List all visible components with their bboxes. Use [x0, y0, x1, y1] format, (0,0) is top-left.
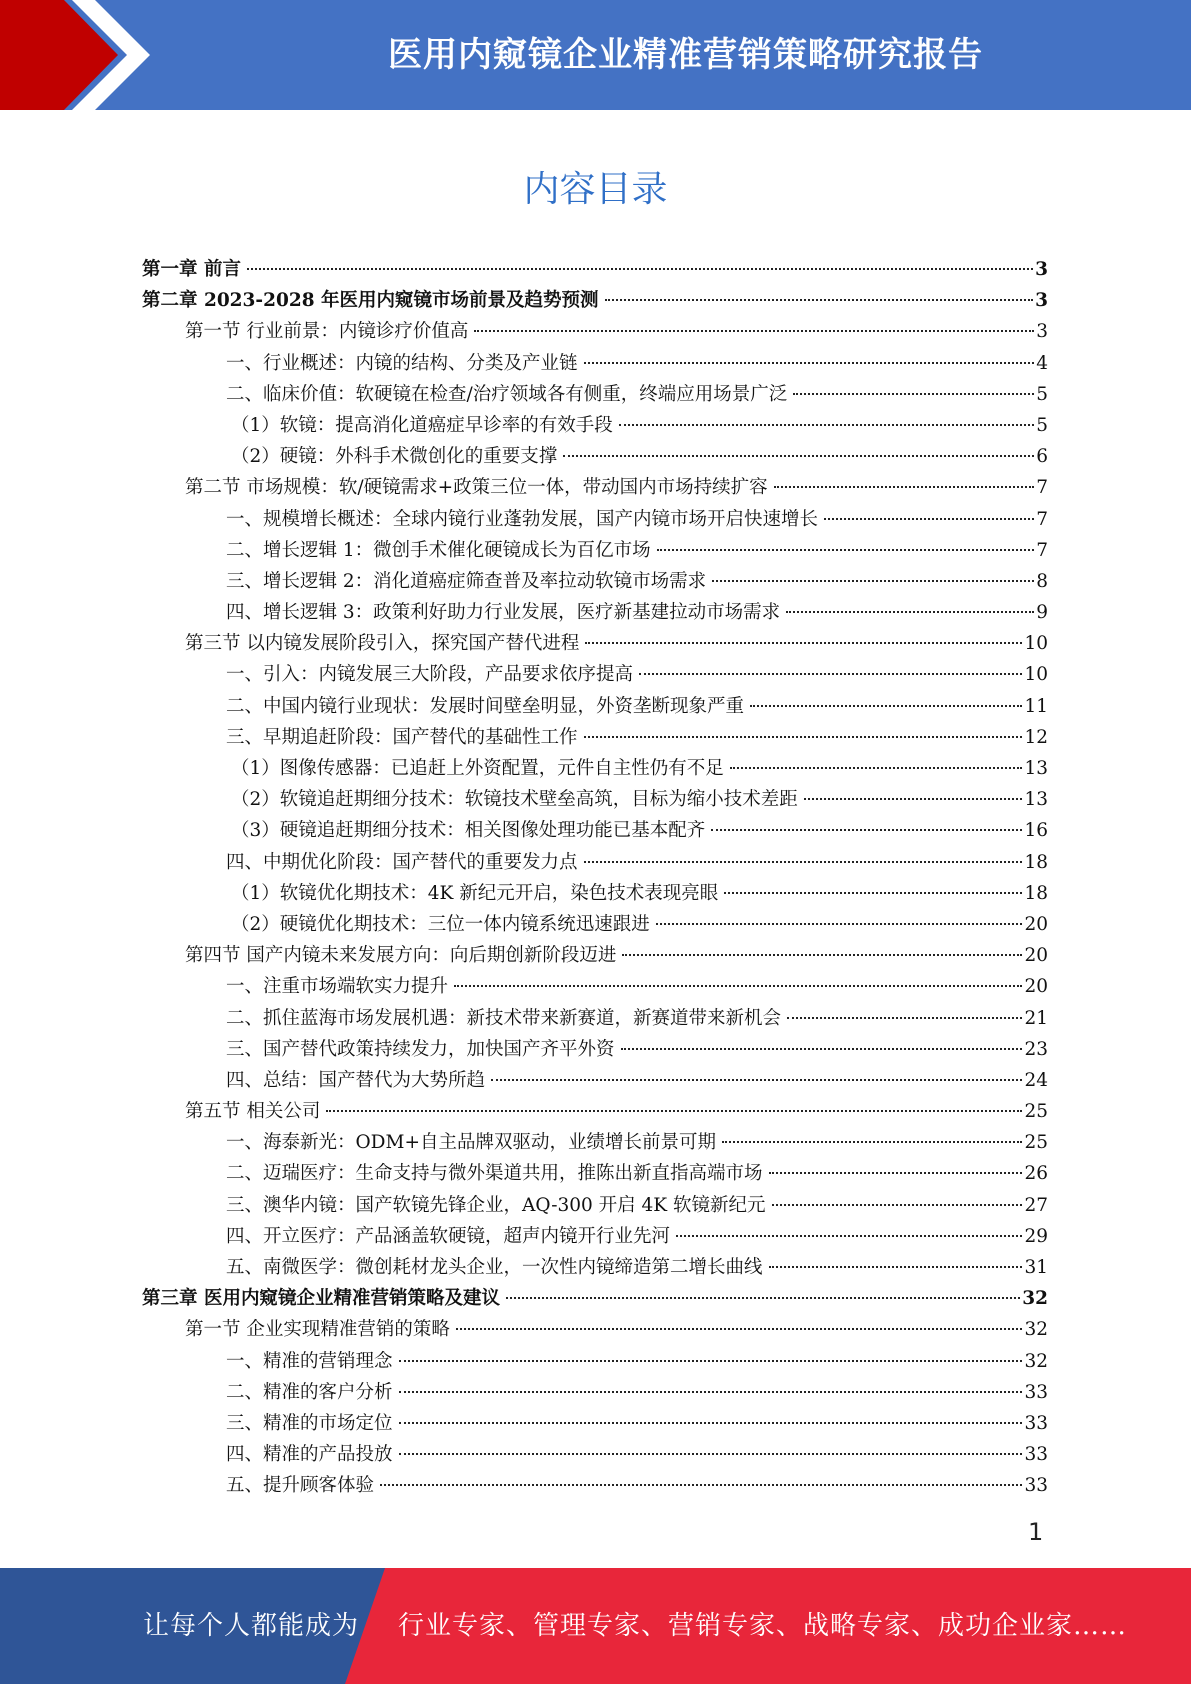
toc-dot-leader [584, 860, 1023, 863]
toc-dot-leader [774, 485, 1035, 488]
toc-entry-title: 二、精准的客户分析 [226, 1381, 393, 1403]
toc-entry-title: （1）软镜优化期技术：4K 新纪元开启，染色技术表现亮眼 [231, 882, 719, 904]
toc-entry-title: 三、增长逻辑 2：消化道癌症筛查普及率拉动软镜市场需求 [226, 570, 707, 592]
toc-dot-leader [730, 766, 1023, 769]
footer-band [0, 1568, 1191, 1684]
toc-entry-page: 3 [1035, 290, 1048, 312]
toc-entry-page: 20 [1024, 945, 1048, 967]
toc-dot-leader [769, 1265, 1023, 1268]
report-title: 医用内窥镜企业精准营销策略研究报告 [388, 35, 983, 75]
toc-entry-title: 第四节 国产内镜未来发展方向：向后期创新阶段迈进 [185, 945, 617, 967]
toc-entry-title: 一、行业概述：内镜的结构、分类及产业链 [226, 352, 578, 374]
toc-section-entry[interactable] [142, 1096, 1048, 1127]
toc-dot-leader [772, 1203, 1023, 1206]
toc-subsection-entry[interactable] [142, 1158, 1048, 1189]
toc-subsection-entry[interactable] [142, 815, 1048, 846]
toc-entry-page: 4 [1036, 352, 1048, 374]
toc-entry-page: 7 [1036, 539, 1048, 561]
header-band [0, 0, 1191, 110]
toc-chapter-entry[interactable] [142, 285, 1048, 316]
toc-dot-leader [722, 1140, 1023, 1143]
toc-dot-leader [724, 891, 1022, 894]
toc-dot-leader [474, 329, 1034, 332]
toc-entry-page: 32 [1024, 1350, 1048, 1372]
toc-subsection-entry[interactable] [142, 348, 1048, 379]
toc-dot-leader [711, 828, 1022, 831]
footer-slogan-right: 行业专家、管理专家、营销专家、战略专家、成功企业家…… [398, 1611, 1128, 1641]
toc-dot-leader [793, 392, 1034, 395]
toc-entry-page: 18 [1024, 882, 1048, 904]
toc-entry-title: 二、中国内镜行业现状：发展时间壁垒明显，外资垄断现象严重 [226, 695, 745, 717]
toc-entry-title: 一、海泰新光：ODM+自主品牌双驱动，业绩增长前景可期 [226, 1132, 716, 1154]
toc-entry-title: （2）硬镜优化期技术：三位一体内镜系统迅速跟进 [231, 913, 650, 935]
toc-subsection-entry[interactable] [142, 1003, 1048, 1034]
toc-dot-leader [585, 641, 1022, 644]
toc-section-entry[interactable] [142, 628, 1048, 659]
toc-entry-page: 33 [1024, 1381, 1048, 1403]
toc-entry-page: 3 [1035, 259, 1048, 280]
toc-dot-leader [824, 517, 1034, 520]
toc-subsection-entry[interactable] [142, 535, 1048, 566]
toc-subsection-entry[interactable] [142, 722, 1048, 753]
toc-subsection-entry[interactable] [142, 878, 1048, 909]
toc-entry-page: 13 [1024, 758, 1048, 779]
toc-dot-leader [399, 1452, 1023, 1455]
toc-entry-page: 31 [1024, 1257, 1048, 1278]
toc-subsection-entry[interactable] [142, 597, 1048, 628]
toc-dot-leader [380, 1483, 1022, 1486]
toc-dot-leader [750, 704, 1022, 707]
toc-entry-page: 33 [1024, 1444, 1048, 1466]
toc-dot-leader [712, 579, 1034, 582]
toc-entry-page: 10 [1024, 664, 1048, 686]
toc-subsection-entry[interactable] [142, 1127, 1048, 1158]
toc-entry-page: 27 [1024, 1194, 1048, 1216]
toc-entry-page: 21 [1024, 1007, 1048, 1029]
toc-subsection-entry[interactable] [142, 909, 1048, 940]
toc-entry-title: 二、抓住蓝海市场发展机遇：新技术带来新赛道，新赛道带来新机会 [226, 1007, 782, 1029]
toc-dot-leader [399, 1359, 1023, 1362]
toc-entry-page: 29 [1024, 1225, 1048, 1247]
toc-entry-title: （1）图像传感器：已追赶上外资配置，元件自主性仍有不足 [231, 758, 724, 779]
toc-entry-page: 10 [1024, 633, 1048, 655]
toc-dot-leader [399, 1421, 1023, 1424]
toc-entry-page: 5 [1036, 414, 1048, 436]
toc-dot-leader [605, 298, 1034, 301]
toc-dot-leader [563, 454, 1034, 457]
toc-entry-title: （2）硬镜：外科手术微创化的重要支撑 [231, 446, 558, 468]
toc-entry-page: 5 [1036, 383, 1048, 405]
toc-subsection-entry[interactable] [142, 1065, 1048, 1096]
toc-entry-page: 18 [1024, 851, 1048, 873]
toc-entry-title: 第三节 以内镜发展阶段引入，探究国产替代进程 [185, 633, 580, 655]
toc-entry-page: 33 [1024, 1475, 1048, 1497]
toc-entry-title: 第一节 行业前景：内镜诊疗价值高 [185, 321, 469, 343]
toc-subsection-entry[interactable] [142, 1034, 1048, 1065]
page-number: 1 [1028, 1518, 1044, 1546]
toc-dot-leader [769, 1171, 1023, 1174]
toc-section-entry[interactable] [142, 316, 1048, 347]
toc-entry-page: 8 [1036, 570, 1048, 592]
toc-entry-title: 第二节 市场规模：软/硬镜需求+政策三位一体，带动国内市场持续扩容 [185, 477, 768, 499]
toc-dot-leader [787, 1016, 1022, 1019]
toc-entry-title: 第五节 相关公司 [185, 1101, 321, 1123]
toc-subsection-entry[interactable] [142, 566, 1048, 597]
toc-entry-page: 20 [1024, 913, 1048, 935]
toc-entry-title: 四、总结：国产替代为大势所趋 [226, 1069, 486, 1091]
toc-entry-title: 三、精准的市场定位 [226, 1412, 393, 1434]
toc-entry-page: 3 [1036, 321, 1048, 343]
toc-entry-title: 四、精准的产品投放 [226, 1444, 393, 1466]
toc-entry-title: 五、提升顾客体验 [226, 1475, 375, 1497]
toc-dot-leader [454, 984, 1022, 987]
footer-slogan-left: 让每个人都能成为 [143, 1611, 360, 1641]
toc-entry-page: 9 [1036, 602, 1048, 624]
toc-subsection-entry[interactable] [142, 1252, 1048, 1283]
toc-dot-leader [656, 922, 1023, 925]
toc-dot-leader [399, 1390, 1023, 1393]
toc-entry-page: 32 [1024, 1319, 1048, 1341]
toc-dot-leader [584, 361, 1035, 364]
toc-section-entry[interactable] [142, 940, 1048, 971]
toc-subsection-entry[interactable] [142, 659, 1048, 690]
toc-dot-leader [506, 1296, 1020, 1299]
toc-entry-title: 四、中期优化阶段：国产替代的重要发力点 [226, 851, 578, 873]
toc-entry-page: 13 [1024, 789, 1048, 811]
toc-entry-page: 23 [1024, 1038, 1048, 1060]
toc-subsection-entry[interactable] [142, 1439, 1048, 1470]
toc-entry-title: 四、开立医疗：产品涵盖软硬镜，超声内镜开行业先河 [226, 1225, 671, 1247]
toc-section-entry[interactable] [142, 472, 1048, 503]
toc-entry-title: （1）软镜：提高消化道癌症早诊率的有效手段 [231, 414, 613, 436]
toc-subsection-entry[interactable] [142, 1408, 1048, 1439]
toc-entry-title: 第一节 企业实现精准营销的策略 [185, 1319, 450, 1341]
toc-entry-page: 32 [1022, 1288, 1048, 1310]
toc-entry-title: 三、澳华内镜：国产软镜先锋企业，AQ-300 开启 4K 软镜新纪元 [226, 1194, 766, 1216]
toc-entry-page: 16 [1024, 820, 1048, 842]
toc-subsection-entry[interactable] [142, 441, 1048, 472]
toc-entry-page: 7 [1036, 508, 1048, 530]
toc-subsection-entry[interactable] [142, 410, 1048, 441]
toc-entry-page: 33 [1024, 1412, 1048, 1434]
toc-dot-leader [491, 1078, 1022, 1081]
toc-entry-page: 6 [1036, 446, 1048, 468]
toc-subsection-entry[interactable] [142, 971, 1048, 1002]
table-of-contents [142, 254, 1048, 1502]
toc-entry-page: 11 [1024, 695, 1048, 717]
toc-subsection-entry[interactable] [142, 753, 1048, 784]
toc-entry-title: （2）软镜追赶期细分技术：软镜技术壁垒高筑，目标为缩小技术差距 [231, 789, 798, 811]
toc-entry-title: 一、精准的营销理念 [226, 1350, 393, 1372]
toc-entry-title: 第一章 前言 [142, 259, 241, 280]
toc-entry-page: 26 [1024, 1163, 1048, 1185]
toc-entry-page: 25 [1024, 1132, 1048, 1154]
toc-subsection-entry[interactable] [142, 784, 1048, 815]
toc-entry-page: 7 [1036, 477, 1048, 499]
toc-subsection-entry[interactable] [142, 1221, 1048, 1252]
toc-entry-title: 二、增长逻辑 1：微创手术催化硬镜成长为百亿市场 [226, 539, 651, 561]
toc-dot-leader [786, 610, 1034, 613]
toc-subsection-entry[interactable] [142, 1346, 1048, 1377]
toc-heading: 内容目录 [523, 169, 668, 210]
toc-entry-page: 24 [1024, 1069, 1048, 1091]
toc-entry-title: 第三章 医用内窥镜企业精准营销策略及建议 [142, 1288, 500, 1310]
toc-dot-leader [622, 953, 1022, 956]
toc-subsection-entry[interactable] [142, 1470, 1048, 1501]
toc-entry-title: 第二章 2023-2028 年医用内窥镜市场前景及趋势预测 [142, 290, 599, 312]
toc-entry-title: 四、增长逻辑 3：政策利好助力行业发展，医疗新基建拉动市场需求 [226, 602, 781, 624]
toc-entry-title: 五、南微医学：微创耗材龙头企业，一次性内镜缔造第二增长曲线 [226, 1257, 763, 1278]
toc-dot-leader [584, 735, 1023, 738]
toc-subsection-entry[interactable] [142, 1190, 1048, 1221]
toc-subsection-entry[interactable] [142, 379, 1048, 410]
toc-subsection-entry[interactable] [142, 1377, 1048, 1408]
toc-dot-leader [676, 1234, 1022, 1237]
toc-dot-leader [804, 797, 1023, 800]
toc-entry-title: 一、注重市场端软实力提升 [226, 976, 449, 998]
toc-dot-leader [621, 1047, 1023, 1050]
toc-dot-leader [619, 423, 1034, 426]
toc-entry-title: 二、迈瑞医疗：生命支持与微外渠道共用，推陈出新直指高端市场 [226, 1163, 763, 1185]
toc-entry-title: 二、临床价值：软硬镜在检查/治疗领域各有侧重，终端应用场景广泛 [226, 383, 788, 405]
toc-entry-title: 三、国产替代政策持续发力，加快国产齐平外资 [226, 1038, 615, 1060]
toc-entry-page: 25 [1024, 1101, 1048, 1123]
toc-chapter-entry[interactable] [142, 254, 1048, 285]
toc-entry-title: 一、规模增长概述：全球内镜行业蓬勃发展，国产内镜市场开启快速增长 [226, 508, 819, 530]
toc-subsection-entry[interactable] [142, 504, 1048, 535]
toc-dot-leader [326, 1109, 1022, 1112]
toc-entry-title: （3）硬镜追赶期细分技术：相关图像处理功能已基本配齐 [231, 820, 706, 842]
toc-entry-title: 一、引入：内镜发展三大阶段，产品要求依序提高 [226, 664, 634, 686]
toc-dot-leader [456, 1327, 1023, 1330]
toc-entry-page: 20 [1024, 976, 1048, 998]
toc-entry-page: 12 [1024, 726, 1048, 748]
toc-section-entry[interactable] [142, 1314, 1048, 1345]
toc-dot-leader [657, 548, 1035, 551]
toc-subsection-entry[interactable] [142, 847, 1048, 878]
toc-entry-title: 三、早期追赶阶段：国产替代的基础性工作 [226, 726, 578, 748]
toc-chapter-entry[interactable] [142, 1283, 1048, 1314]
toc-subsection-entry[interactable] [142, 691, 1048, 722]
toc-dot-leader [247, 267, 1033, 270]
toc-dot-leader [639, 672, 1022, 675]
